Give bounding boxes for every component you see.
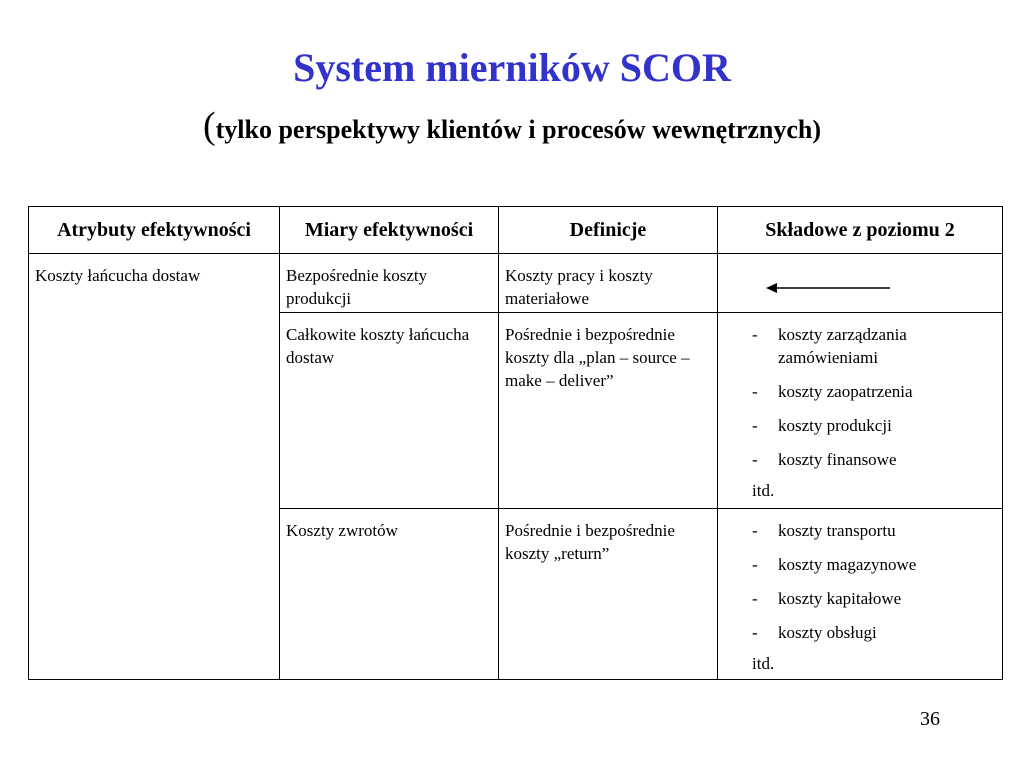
list-item <box>752 587 996 610</box>
header-attributes: Atrybuty efektywności <box>29 207 280 254</box>
slide-subtitle <box>0 106 1024 150</box>
list-item <box>752 621 996 644</box>
measure-cell: Bezpośrednie koszty produkcji <box>280 254 499 313</box>
components-list <box>724 519 996 644</box>
component-label: koszty zarządzania zamówieniami <box>778 325 907 367</box>
definition-cell: Koszty pracy i koszty materiałowe <box>499 254 718 313</box>
component-label: koszty transportu <box>778 521 896 540</box>
table-header-row <box>29 207 1003 254</box>
components-cell <box>718 313 1003 509</box>
list-item <box>752 553 996 576</box>
components-cell <box>718 254 1003 313</box>
component-label: koszty finansowe <box>778 450 897 469</box>
list-item <box>752 380 996 403</box>
attribute-cell: Koszty łańcucha dostaw <box>29 254 280 680</box>
component-label: koszty magazynowe <box>778 555 917 574</box>
etc-label: itd. <box>752 654 775 673</box>
scor-metrics-table <box>28 206 1003 680</box>
measure-cell: Koszty zwrotów <box>280 509 499 680</box>
definition-cell: Pośrednie i bezpośrednie koszty „return” <box>499 509 718 680</box>
header-definitions: Definicje <box>499 207 718 254</box>
dash-bullet: - <box>752 450 758 469</box>
list-item <box>752 448 996 471</box>
component-label: koszty obsługi <box>778 623 877 642</box>
dash-bullet: - <box>752 382 758 401</box>
list-item <box>752 519 996 542</box>
components-cell <box>718 509 1003 680</box>
dash-bullet: - <box>752 555 758 574</box>
dash-bullet: - <box>752 623 758 642</box>
left-arrow-icon <box>766 282 890 294</box>
definition-cell: Pośrednie i bezpośrednie koszty dla „plan – source – make – deliver” <box>499 313 718 509</box>
list-item <box>752 323 996 369</box>
subtitle-text: tylko perspektywy klientów i procesów wewnętrznych) <box>215 115 822 144</box>
etc-label: itd. <box>752 481 775 500</box>
list-item <box>752 414 996 437</box>
dash-bullet: - <box>752 416 758 435</box>
dash-bullet: - <box>752 521 758 540</box>
components-list <box>724 323 996 471</box>
dash-bullet: - <box>752 325 758 344</box>
component-label: koszty produkcji <box>778 416 892 435</box>
table-row <box>29 254 1003 313</box>
measure-cell: Całkowite koszty łańcucha dostaw <box>280 313 499 509</box>
header-measures: Miary efektywności <box>280 207 499 254</box>
page-number: 36 <box>920 708 940 730</box>
component-label: koszty zaopatrzenia <box>778 382 913 401</box>
slide-title: System mierników SCOR <box>293 45 731 90</box>
component-label: koszty kapitałowe <box>778 589 902 608</box>
dash-bullet: - <box>752 589 758 608</box>
header-components: Składowe z poziomu 2 <box>718 207 1003 254</box>
subtitle-open-paren: ( <box>202 105 216 147</box>
